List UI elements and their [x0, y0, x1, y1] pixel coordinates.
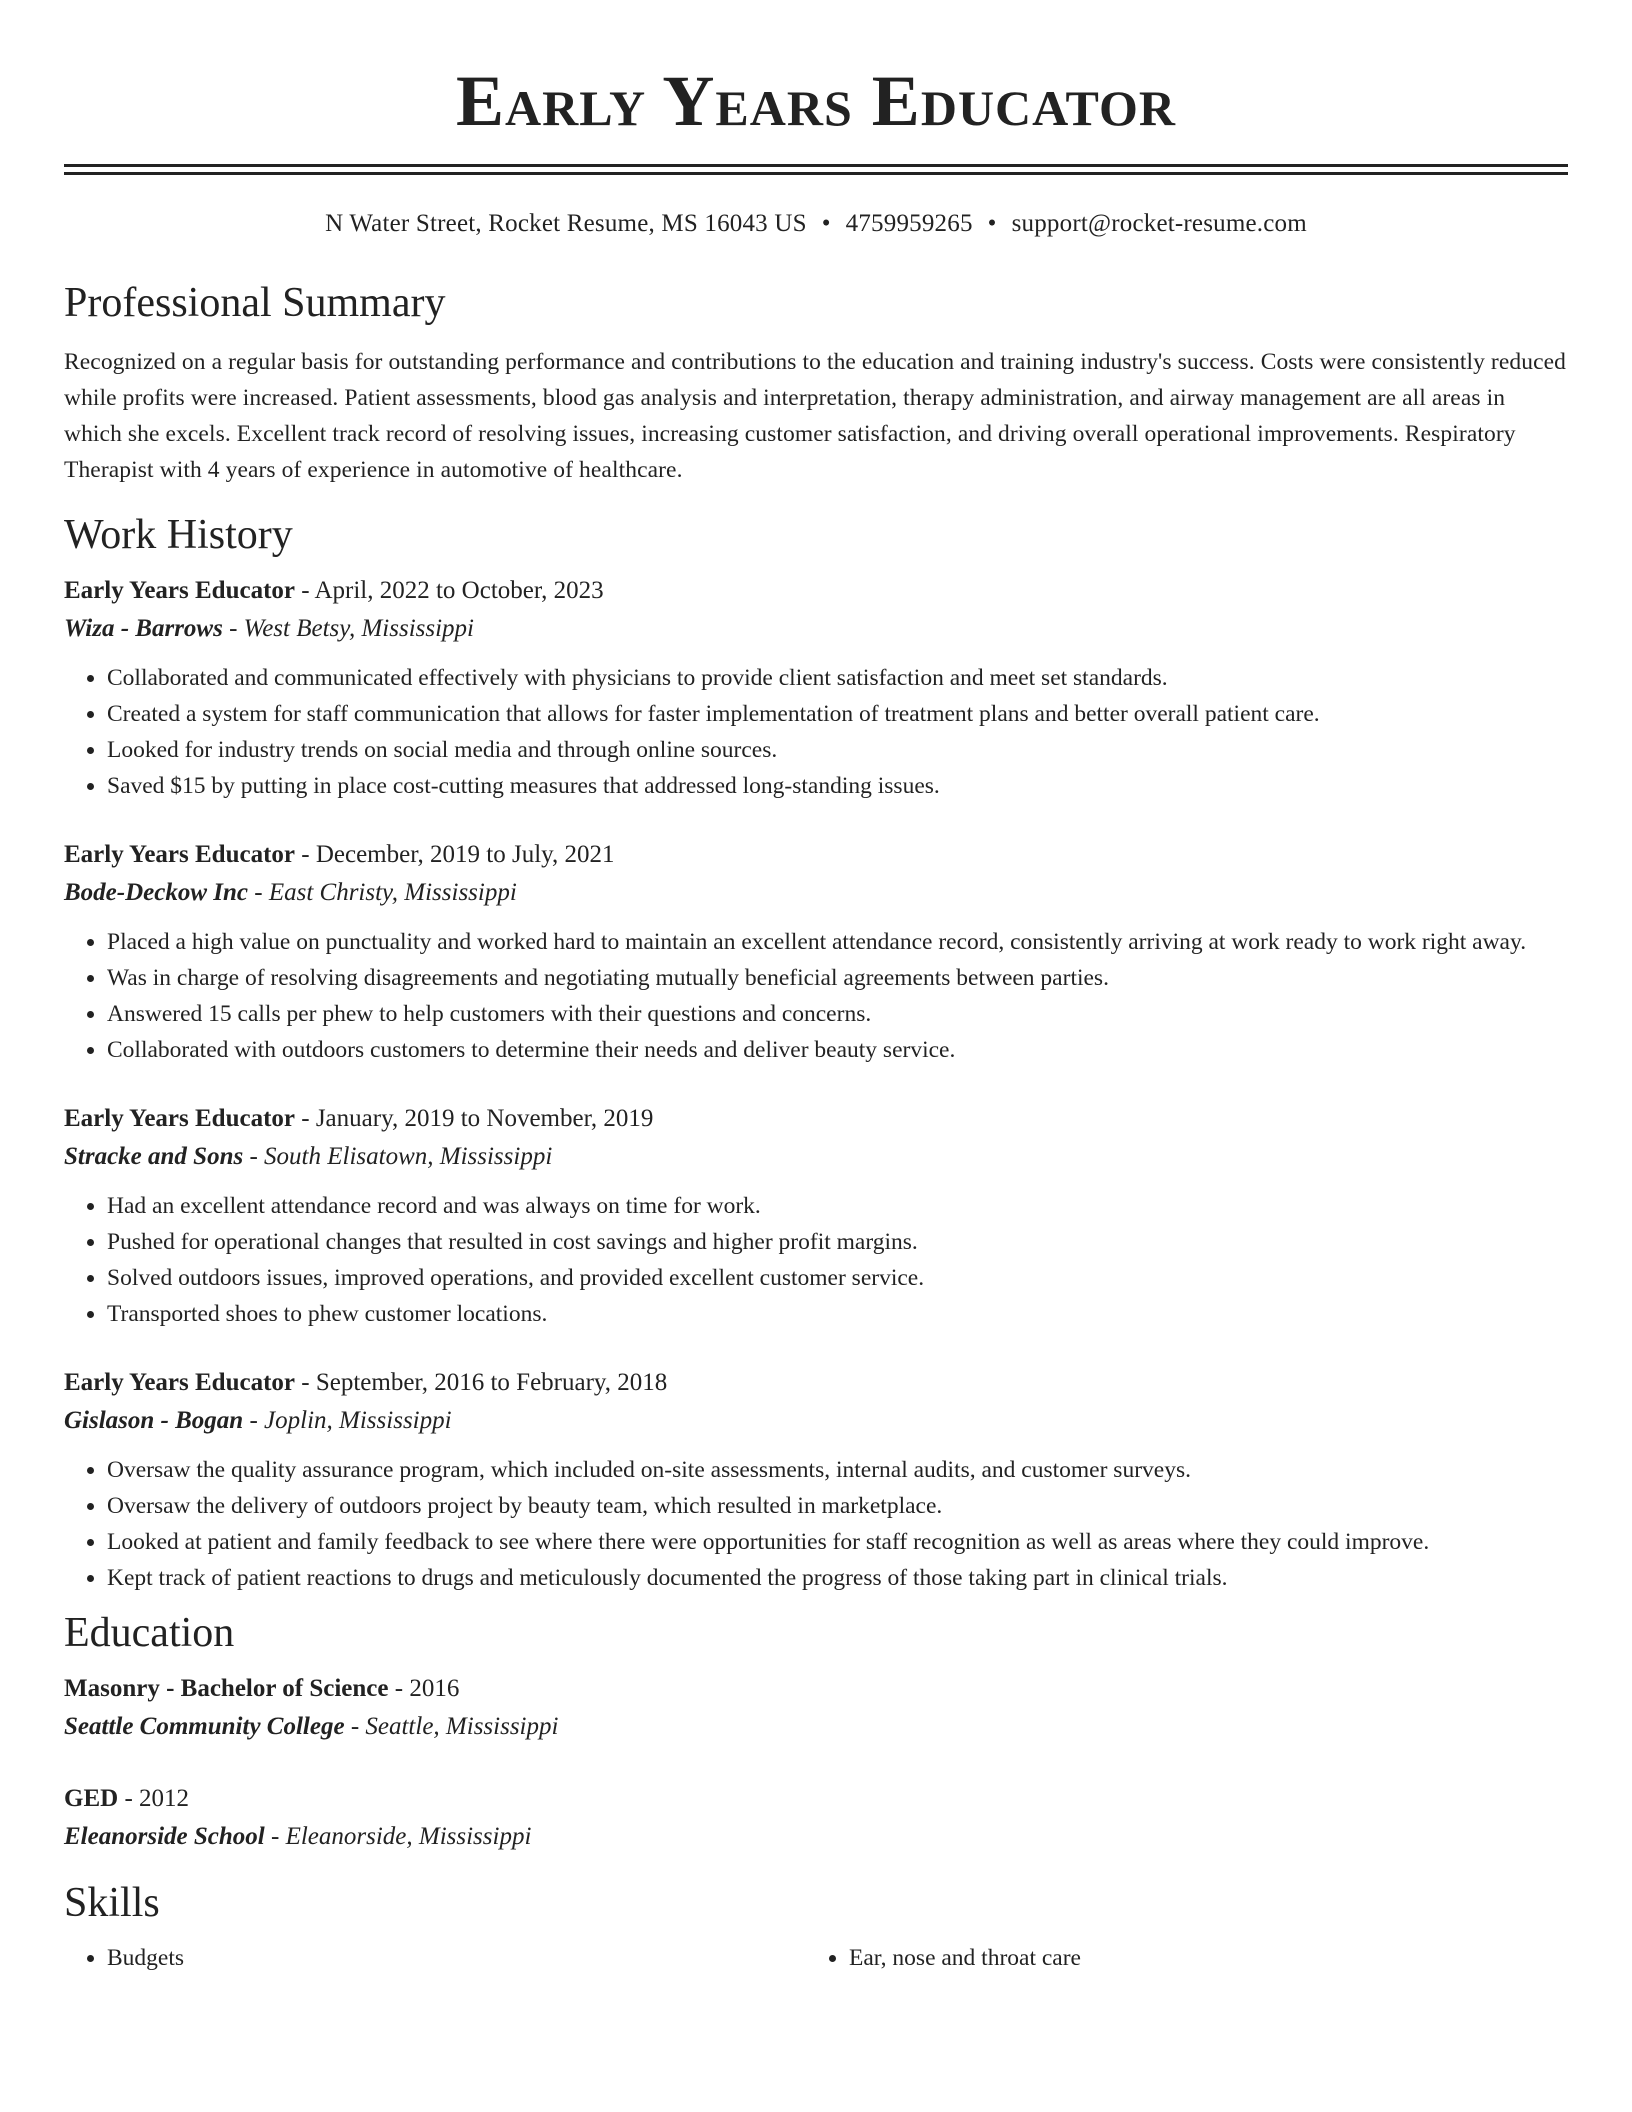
skill-item: • Budgets [107, 1940, 849, 1976]
job-company-line [64, 1402, 1568, 1440]
education-dash: - [388, 1675, 410, 1702]
job-company: Stracke and Sons [64, 1143, 244, 1170]
contact-separator: • [987, 210, 997, 237]
job-bullets [64, 1188, 1568, 1332]
education-school: Eleanorside School [64, 1823, 265, 1850]
education-heading: Education [64, 1610, 235, 1656]
job-location: South Elisatown, Mississippi [264, 1143, 553, 1170]
contact-email: support@rocket-resume.com [1011, 210, 1307, 237]
education-location: Seattle, Mississippi [365, 1713, 559, 1740]
work-history-heading: Work History [64, 512, 293, 558]
work-history-list [64, 572, 1568, 1596]
title-double-rule [64, 164, 1568, 175]
job-bullets [64, 924, 1568, 1068]
education-year: 2012 [139, 1785, 190, 1812]
education-entry [64, 1780, 1568, 1856]
job-entry [64, 836, 1568, 1068]
education-year: 2016 [409, 1675, 460, 1702]
job-company-line [64, 1138, 1568, 1176]
education-school: Seattle Community College [64, 1713, 345, 1740]
job-dates: September, 2016 to February, 2018 [315, 1369, 668, 1396]
job-bullet: • Pushed for operational changes that resulted in cost savings and higher profit margins. [107, 1224, 1568, 1260]
job-company-line [64, 610, 1568, 648]
education-degree-line [64, 1670, 1568, 1708]
job-bullet: • Had an excellent attendance record and was always on time for work. [107, 1188, 1568, 1224]
job-dates: January, 2019 to November, 2019 [315, 1105, 654, 1132]
job-bullet: • Oversaw the quality assurance program, which included on-site assessments, internal audits, and customer surveys. [107, 1452, 1568, 1488]
job-company: Bode-Deckow Inc [64, 879, 248, 906]
education-location: Eleanorside, Mississippi [285, 1823, 532, 1850]
job-bullet: • Looked for industry trends on social media and through online sources. [107, 732, 1568, 768]
job-entry [64, 572, 1568, 804]
education-school-line [64, 1818, 1568, 1856]
job-bullet: • Oversaw the delivery of outdoors project by beauty team, which resulted in marketplace. [107, 1488, 1568, 1524]
education-entry [64, 1670, 1568, 1746]
skills-heading: Skills [64, 1880, 160, 1926]
job-title-line [64, 1100, 1568, 1138]
contact-phone: 4759959265 [845, 210, 973, 237]
job-bullet: • Was in charge of resolving disagreements and negotiating mutually beneficial agreements between parties. [107, 960, 1568, 996]
job-dates: April, 2022 to October, 2023 [314, 577, 604, 604]
contact-line [64, 208, 1568, 240]
education-degree-line [64, 1780, 1568, 1818]
job-bullets [64, 1452, 1568, 1596]
job-bullet: • Looked at patient and family feedback to see where there were opportunities for staff recognition as well as areas where they could improve. [107, 1524, 1568, 1560]
skills-list [64, 1940, 1568, 1976]
job-bullet: • Created a system for staff communication that allows for faster implementation of treatment plans and better overall patient care. [107, 696, 1568, 732]
job-dash: - [295, 577, 315, 604]
education-list [64, 1670, 1568, 1856]
education-dash: - [118, 1785, 140, 1812]
job-company-line [64, 874, 1568, 912]
job-entry [64, 1364, 1568, 1596]
job-location: Joplin, Mississippi [264, 1407, 452, 1434]
job-dash: - [248, 879, 269, 906]
job-bullet: • Solved outdoors issues, improved operations, and provided excellent customer service. [107, 1260, 1568, 1296]
education-dash: - [264, 1823, 286, 1850]
summary-heading: Professional Summary [64, 280, 446, 326]
job-company: Wiza - Barrows [64, 615, 223, 642]
job-dash: - [243, 1143, 265, 1170]
job-title: Early Years Educator [64, 1105, 295, 1132]
job-entry [64, 1100, 1568, 1332]
job-dash: - [243, 1407, 265, 1434]
job-dash: - [295, 1369, 316, 1396]
contact-address: N Water Street, Rocket Resume, MS 16043 US [325, 210, 807, 237]
job-location: East Christy, Mississippi [268, 879, 517, 906]
job-company: Gislason - Bogan [64, 1407, 244, 1434]
job-bullet: • Placed a high value on punctuality and worked hard to maintain an excellent attendance record, consistently arriving at work ready to work right away. [107, 924, 1568, 960]
job-bullets [64, 660, 1568, 804]
job-title: Early Years Educator [64, 841, 295, 868]
job-title-line [64, 836, 1568, 874]
skill-item: • Ear, nose and throat care [849, 1940, 1591, 1976]
education-school-line [64, 1708, 1568, 1746]
job-title-line [64, 1364, 1568, 1402]
education-dash: - [344, 1713, 366, 1740]
job-dash: - [295, 841, 316, 868]
job-bullet: • Kept track of patient reactions to drugs and meticulously documented the progress of those taking part in clinical trials. [107, 1560, 1568, 1596]
job-bullet: • Transported shoes to phew customer locations. [107, 1296, 1568, 1332]
job-bullet: • Saved $15 by putting in place cost-cutting measures that addressed long-standing issues. [107, 768, 1568, 804]
job-dash: - [222, 615, 244, 642]
job-title-line [64, 572, 1568, 610]
contact-separator: • [821, 210, 831, 237]
job-title: Early Years Educator [64, 577, 295, 604]
summary-text: Recognized on a regular basis for outstanding performance and contributions to the education and training industry's success. Costs were consistently reduced while profits were increased. Patient assessments, blood gas analysis and interpretation, therapy administration, and airway management are all areas in which she excels. Excellent track record of resolving issues, increasing customer satisfaction, and driving overall operational improvements. Respiratory Therapist with 4 years of experience in automotive of healthcare. [64, 349, 1566, 483]
resume-title: Early Years Educator [456, 61, 1176, 141]
education-degree: Masonry - Bachelor of Science [64, 1675, 389, 1702]
job-bullet: • Collaborated and communicated effectively with physicians to provide client satisfaction and meet set standards. [107, 660, 1568, 696]
job-dash: - [295, 1105, 316, 1132]
job-dates: December, 2019 to July, 2021 [315, 841, 615, 868]
job-location: West Betsy, Mississippi [243, 615, 475, 642]
job-title: Early Years Educator [64, 1369, 295, 1396]
job-bullet: • Collaborated with outdoors customers to determine their needs and deliver beauty service. [107, 1032, 1568, 1068]
education-degree: GED [64, 1785, 119, 1812]
job-bullet: • Answered 15 calls per phew to help customers with their questions and concerns. [107, 996, 1568, 1032]
